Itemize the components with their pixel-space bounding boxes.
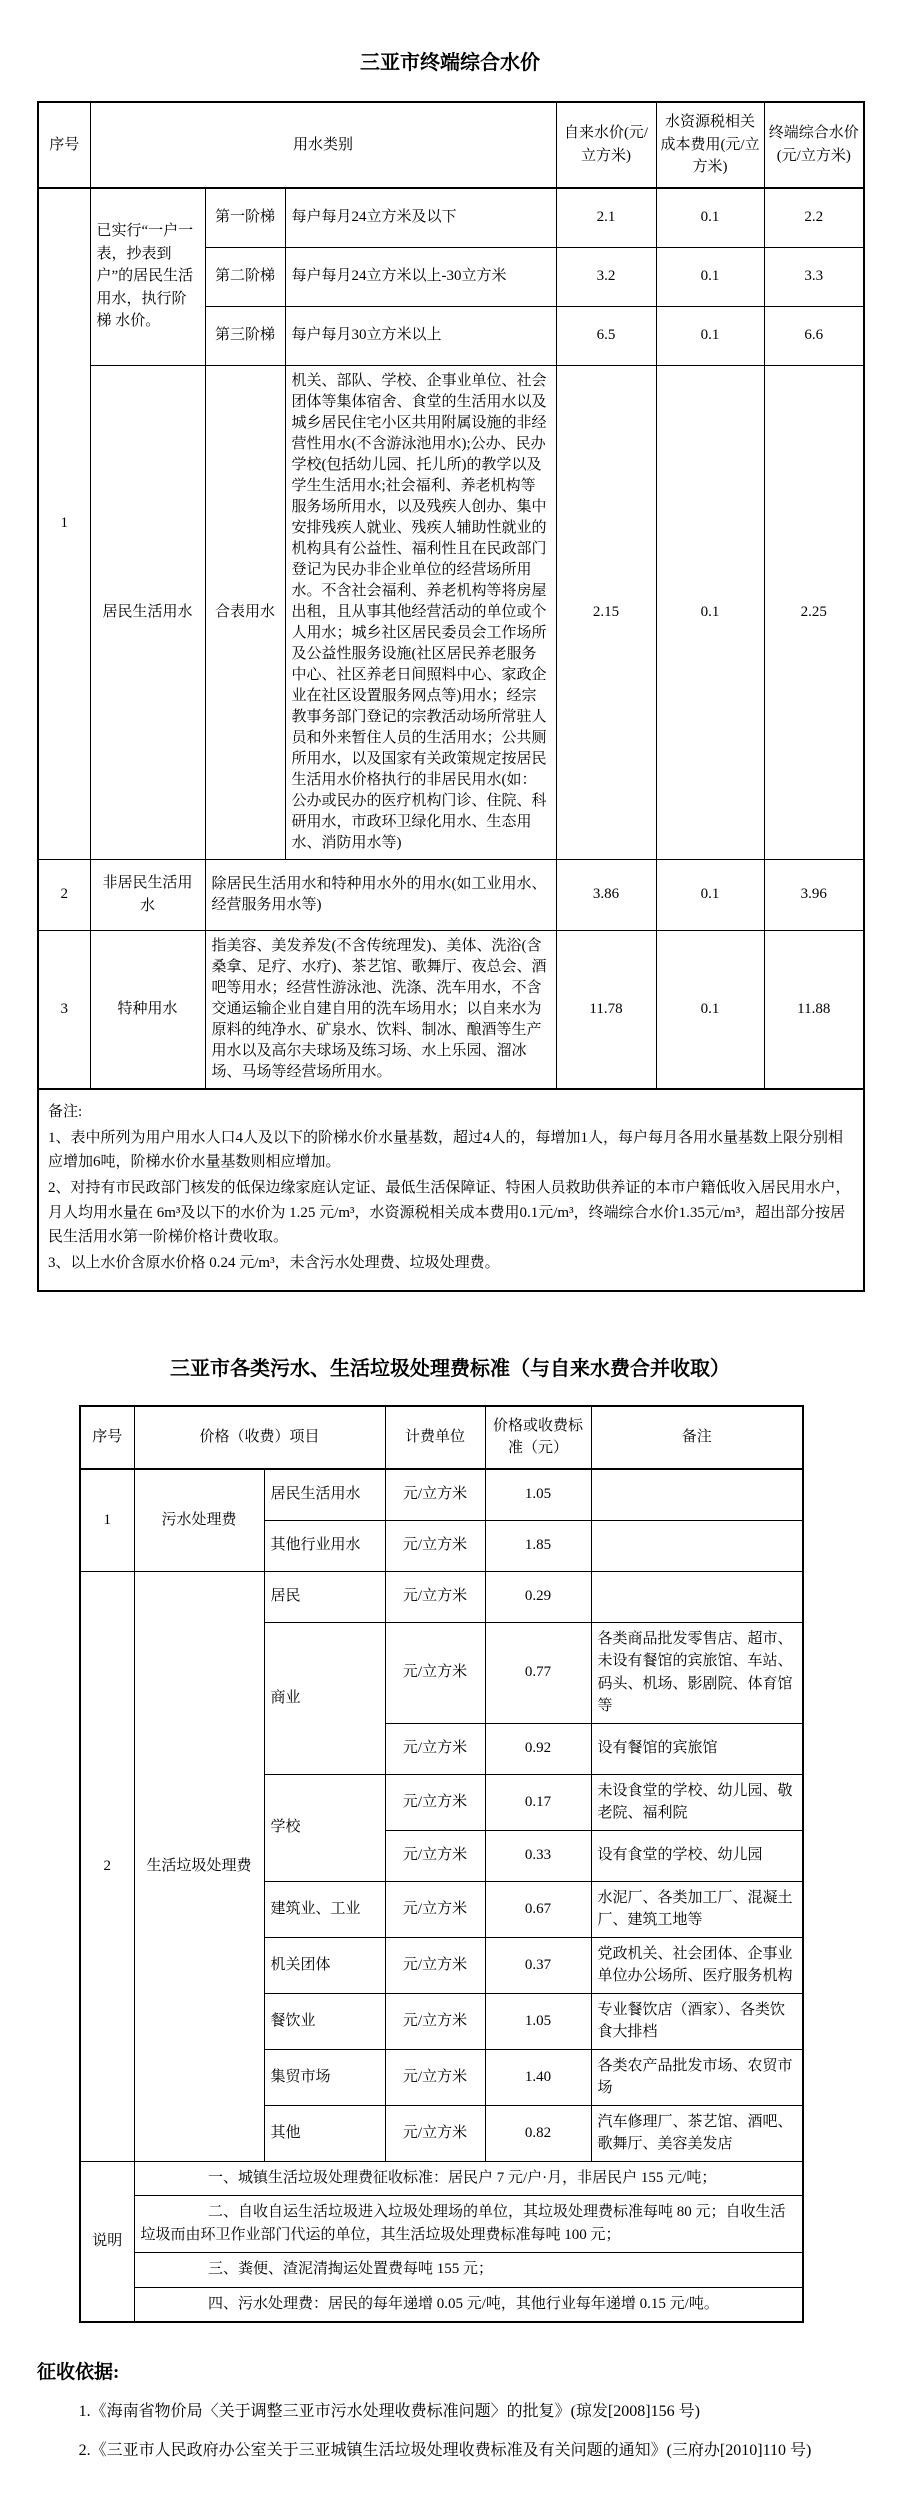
cell-tier3-cond: 每户每月30立方米以上 <box>285 306 556 365</box>
cell-garbage-commerce2-remark: 设有餐馆的宾旅馆 <box>591 1723 803 1774</box>
collection-basis-title: 征收依据: <box>37 2361 120 2383</box>
cell-garbage-other-unit: 元/立方米 <box>385 2105 485 2161</box>
cell-garbage-market-price: 1.40 <box>485 2049 591 2105</box>
cell-garbage-construction-unit: 元/立方米 <box>385 1881 485 1937</box>
cell-garbage-agency-remark: 党政机关、社会团体、企事业单位办公场所、医疗服务机构 <box>591 1937 803 1993</box>
header-category: 用水类别 <box>90 102 556 188</box>
table-row-sewage-resident <box>80 1469 803 1521</box>
cell-nonresident-tap: 3.86 <box>556 859 656 930</box>
table1-title: 三亚市终端综合水价 <box>360 52 540 74</box>
header-remark: 备注 <box>591 1406 803 1469</box>
cell-tier1-tax: 0.1 <box>656 188 764 248</box>
cell-garbage-agency-sub: 机关团体 <box>264 1937 385 1993</box>
table-row-explain-1 <box>80 2161 803 2195</box>
remark-item-2: 2、对持有市民政部门核发的低保边缘家庭认定证、最低生活保障证、特困人员救助供养证的本市户籍低收入居民用水户，月人均用水量在 6m³及以下的水价为 1.25 元/m³，水资源税相关成本费用0.1元/m³，终端综合水价1.35元/m³，超出部分按居民生活用水第一阶梯价格计费收取。 <box>48 1180 851 1245</box>
cell-special-final: 11.88 <box>764 930 864 1089</box>
cell-garbage-resident-unit: 元/立方米 <box>385 1571 485 1622</box>
cell-nonresident-desc: 除居民生活用水和特种用水外的用水(如工业用水、经营服务用水等) <box>205 859 556 930</box>
cell-no-2: 2 <box>38 859 90 930</box>
cell-explain-item-4 <box>134 2287 803 2322</box>
cell-explain-label: 说明 <box>80 2161 134 2322</box>
collection-basis-section <box>37 2357 863 2502</box>
cell-nonresident-final: 3.96 <box>764 859 864 930</box>
cell-combined-sub: 合表用水 <box>205 365 285 859</box>
table-row-special <box>38 930 864 1089</box>
cell-tier-desc: 已实行“一户一表，抄表到户”的居民生活用水，执行阶梯 水价。 <box>90 188 205 366</box>
cell-garbage-school2-price: 0.33 <box>485 1830 591 1881</box>
cell-explain-item-2 <box>134 2195 803 2253</box>
header-fee-standard: 价格或收费标准（元） <box>485 1406 591 1469</box>
remark-item-1: 1、表中所列为用户用水人口4人及以下的阶梯水价水量基数，超过4人的，每增加1人，每户每月各用水量基数上限分别相应增加6吨，阶梯水价水量基数则相应增加。 <box>48 1129 844 1171</box>
cell-garbage-resident-remark <box>591 1571 803 1622</box>
header-final-price: 终端综合水价(元/立方米) <box>764 102 864 188</box>
cell-garbage-school1-price: 0.17 <box>485 1774 591 1830</box>
cell-sewage-name: 污水处理费 <box>134 1469 264 1572</box>
cell-garbage-construction-sub: 建筑业、工业 <box>264 1881 385 1937</box>
cell-garbage-other-remark: 汽车修理厂、茶艺馆、酒吧、歌舞厅、美容美发店 <box>591 2105 803 2161</box>
header-tax-cost: 水资源税相关成本费用(元/立方米) <box>656 102 764 188</box>
fee-table-header <box>80 1406 803 1469</box>
water-price-table <box>37 101 865 1090</box>
table-row-nonresident <box>38 859 864 930</box>
cell-special-category: 特种用水 <box>90 930 205 1089</box>
cell-garbage-construction-remark: 水泥厂、各类加工厂、混凝土厂、建筑工地等 <box>591 1881 803 1937</box>
cell-garbage-name: 生活垃圾处理费 <box>134 1571 264 2161</box>
cell-tier1-name: 第一阶梯 <box>205 188 285 248</box>
remarks-label: 备注: <box>48 1103 83 1120</box>
cell-tier3-tax: 0.1 <box>656 306 764 365</box>
cell-sewage-resident-price: 1.05 <box>485 1469 591 1521</box>
cell-garbage-market-unit: 元/立方米 <box>385 2049 485 2105</box>
cell-no-sewage: 1 <box>80 1469 134 1572</box>
header-no: 序号 <box>80 1406 134 1469</box>
cell-nonresident-tax: 0.1 <box>656 859 764 930</box>
cell-garbage-construction-price: 0.67 <box>485 1881 591 1937</box>
cell-sewage-other-remark <box>591 1520 803 1571</box>
cell-no-1: 1 <box>38 188 90 860</box>
table-header-row <box>38 102 864 188</box>
cell-garbage-commerce1-remark: 各类商品批发零售店、超市、未设有餐馆的宾旅馆、车站、码头、机场、影剧院、体育馆等 <box>591 1622 803 1723</box>
cell-garbage-catering-price: 1.05 <box>485 1993 591 2049</box>
cell-garbage-resident-price: 0.29 <box>485 1571 591 1622</box>
cell-garbage-other-price: 0.82 <box>485 2105 591 2161</box>
cell-garbage-catering-unit: 元/立方米 <box>385 1993 485 2049</box>
cell-special-desc: 指美容、美发养发(不含传统理发)、美体、洗浴(含桑拿、足疗、水疗)、茶艺馆、歌舞厅、夜总会、酒吧等用水；经营性游泳池、洗涤、洗车用水，不含交通运输企业自建自用的洗车场用水；以自来水为原料的纯净水、矿泉水、饮料、制冰、酿酒等生产用水以及高尔夫球场及练习场、水上乐园、溜冰场、马场等经营场所用水。 <box>205 930 556 1089</box>
explain-text-1: 一、城镇生活垃圾处理费征收标准：居民户 7 元/户·月，非居民户 155 元/吨； <box>208 2169 717 2186</box>
basis-item-1: 1.《海南省物价局〈关于调整三亚市污水处理收费标准问题〉的批复》(琼发[2008]156 号) <box>78 2402 700 2420</box>
cell-tier3-tap: 6.5 <box>556 306 656 365</box>
table-row-explain-3 <box>80 2253 803 2287</box>
cell-tier2-cond: 每户每月24立方米以上-30立方米 <box>285 247 556 306</box>
header-no: 序号 <box>38 102 90 188</box>
cell-garbage-market-remark: 各类农产品批发市场、农贸市场 <box>591 2049 803 2105</box>
cell-combined-final: 2.25 <box>764 365 864 859</box>
cell-garbage-catering-sub: 餐饮业 <box>264 1993 385 2049</box>
table2-title: 三亚市各类污水、生活垃圾处理费标准（与自来水费合并收取） <box>170 1357 730 1380</box>
cell-garbage-other-sub: 其他 <box>264 2105 385 2161</box>
cell-garbage-agency-price: 0.37 <box>485 1937 591 1993</box>
sewage-garbage-fee-table <box>79 1405 804 2323</box>
header-tap-price: 自来水价(元/立方米) <box>556 102 656 188</box>
cell-combined-tax: 0.1 <box>656 365 764 859</box>
cell-garbage-resident-sub: 居民 <box>264 1571 385 1622</box>
table1-remarks-box <box>37 1088 865 1292</box>
cell-special-tax: 0.1 <box>656 930 764 1089</box>
header-billing-unit: 计费单位 <box>385 1406 485 1469</box>
basis-item-2: 2.《三亚市人民政府办公室关于三亚城镇生活垃圾处理收费标准及有关问题的通知》(三府办[2010]110 号) <box>78 2442 812 2460</box>
cell-no-3: 3 <box>38 930 90 1089</box>
explain-text-3: 三、粪便、渣泥清掏运处置费每吨 155 元； <box>208 2261 494 2278</box>
cell-garbage-school1-remark: 未设食堂的学校、幼儿园、敬老院、福利院 <box>591 1774 803 1830</box>
cell-special-tap: 11.78 <box>556 930 656 1089</box>
table-row-tier1 <box>38 188 864 248</box>
cell-tier1-tap: 2.1 <box>556 188 656 248</box>
cell-combined-desc: 机关、部队、学校、企事业单位、社会团体等集体宿舍、食堂的生活用水以及城乡居民住宅小区共用附属设施的非经营性用水(不含游泳池用水);公办、民办学校(包括幼儿园、托儿所)的教学以及学生生活用水;社会福利、养老机构等服务场所用水，以及残疾人创办、集中安排残疾人就业、残疾人辅助性就业的机构具有公益性、福利性且在民政部门登记为民办非企业单位的经营场所用水。不含社会福利、养老机构等将房屋出租，且从事其他经营活动的单位或个人用水；城乡社区居民委员会工作场所及公益性服务设施(社区居民养老服务中心、社区养老日间照料中心、家政企业在社区设置服务网点等)用水；经宗教事务部门登记的宗教活动场所常驻人员和外来暂住人员的生活用水；公共厕所用水，以及国家有关政策规定按居民生活用水价格执行的非居民用水(如：公办或民办的医疗机构门诊、住院、科研用水，市政环卫绿化用水、生态用水、消防用水等) <box>285 365 556 859</box>
table-row-combined-meter <box>38 365 864 859</box>
water-price-table-header <box>38 102 864 188</box>
table-header-row <box>80 1406 803 1469</box>
explain-text-2: 二、自收自运生活垃圾进入垃圾处理场的单位，其垃圾处理费标准每吨 80 元；自收生活垃圾而由环卫作业部门代运的单位，其生活垃圾处理费标准每吨 100 元； <box>140 2203 786 2244</box>
table-row-garbage-resident <box>80 1571 803 1622</box>
cell-garbage-school-sub: 学校 <box>264 1774 385 1881</box>
cell-tier2-tax: 0.1 <box>656 247 764 306</box>
cell-tier1-final: 2.2 <box>764 188 864 248</box>
cell-garbage-catering-remark: 专业餐饮店（酒家）、各类饮食大排档 <box>591 1993 803 2049</box>
cell-sewage-resident-unit: 元/立方米 <box>385 1469 485 1521</box>
cell-sewage-other-price: 1.85 <box>485 1520 591 1571</box>
cell-garbage-commerce1-price: 0.77 <box>485 1622 591 1723</box>
table-row-explain-4 <box>80 2287 803 2322</box>
cell-combined-category: 居民生活用水 <box>90 365 205 859</box>
explain-text-4: 四、污水处理费：居民的每年递增 0.05 元/吨，其他行业每年递增 0.15 元/吨。 <box>208 2295 719 2312</box>
cell-combined-tap: 2.15 <box>556 365 656 859</box>
cell-garbage-school1-unit: 元/立方米 <box>385 1774 485 1830</box>
cell-tier1-cond: 每户每月24立方米及以下 <box>285 188 556 248</box>
cell-garbage-school2-unit: 元/立方米 <box>385 1830 485 1881</box>
cell-garbage-commerce-sub: 商业 <box>264 1622 385 1774</box>
cell-tier2-tap: 3.2 <box>556 247 656 306</box>
cell-tier3-name: 第三阶梯 <box>205 306 285 365</box>
header-fee-item: 价格（收费）项目 <box>134 1406 385 1469</box>
cell-sewage-resident-sub: 居民生活用水 <box>264 1469 385 1521</box>
cell-tier3-final: 6.6 <box>764 306 864 365</box>
cell-explain-item-1 <box>134 2161 803 2195</box>
remark-item-3: 3、以上水价含原水价格 0.24 元/m³，未含污水处理费、垃圾处理费。 <box>48 1255 500 1272</box>
cell-sewage-resident-remark <box>591 1469 803 1521</box>
cell-sewage-other-sub: 其他行业用水 <box>264 1520 385 1571</box>
cell-garbage-commerce2-price: 0.92 <box>485 1723 591 1774</box>
cell-sewage-other-unit: 元/立方米 <box>385 1520 485 1571</box>
table-row-explain-2 <box>80 2195 803 2253</box>
cell-garbage-market-sub: 集贸市场 <box>264 2049 385 2105</box>
cell-nonresident-category: 非居民生活用水 <box>90 859 205 930</box>
cell-garbage-commerce2-unit: 元/立方米 <box>385 1723 485 1774</box>
cell-tier2-name: 第二阶梯 <box>205 247 285 306</box>
cell-garbage-school2-remark: 设有食堂的学校、幼儿园 <box>591 1830 803 1881</box>
cell-explain-item-3 <box>134 2253 803 2287</box>
cell-no-garbage: 2 <box>80 1571 134 2161</box>
cell-garbage-commerce1-unit: 元/立方米 <box>385 1622 485 1723</box>
cell-tier2-final: 3.3 <box>764 247 864 306</box>
cell-garbage-agency-unit: 元/立方米 <box>385 1937 485 1993</box>
